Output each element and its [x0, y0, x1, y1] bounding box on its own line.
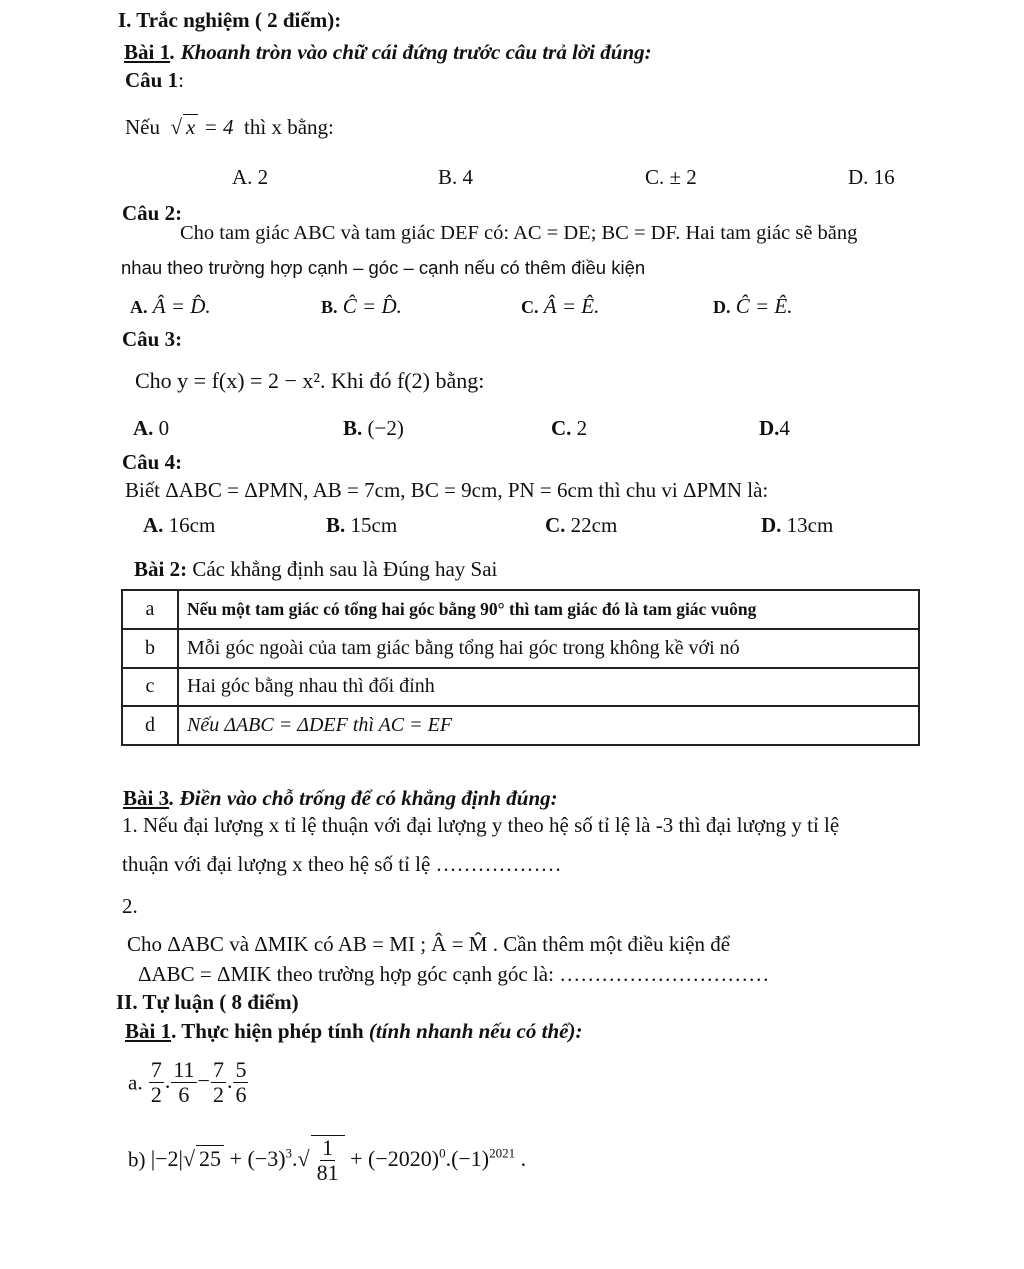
row-text-c: Hai góc bằng nhau thì đối đỉnh [178, 668, 919, 707]
q1-label-row [125, 68, 184, 93]
row-text-a: Nếu một tam giác có tổng hai góc bằng 90° thì tam giác đó là tam giác vuông [178, 590, 919, 629]
row-text-d: Nếu ΔABC = ΔDEF thì AC = EF [178, 706, 919, 745]
bai1-instruction [124, 40, 652, 65]
row-key-b: b [122, 629, 178, 668]
bai3-instruction: Bài 3. Điền vào chỗ trống để có khẳng định đúng: [123, 786, 558, 810]
q1-colon: : [178, 68, 184, 92]
q1-label: Câu 1 [125, 68, 179, 92]
bai3-item2-line1: Cho ΔABC và ΔMIK có AB = MI ; Â = M̂ . Cần thêm một điều kiện để [127, 932, 731, 956]
table-row [122, 668, 919, 707]
expr-b: |−2|√ $25 + (-3)^3.√$ $\frac{1}{81}$ + $(-2020)^0.(-1)^{2021}$ . [150, 1135, 527, 1186]
row-key-a: a [122, 590, 178, 629]
bai2-instruction: Bài 2: Các khẳng định sau là Đúng hay Sai [134, 557, 498, 581]
q1-question: Nếu √ x = 4 thì x bằng: [125, 115, 334, 139]
q2-line2: nhau theo trường hợp cạnh – góc – cạnh nếu có thêm điều kiện [121, 257, 646, 278]
q3-option-c[interactable]: C. 2 [551, 416, 588, 440]
part2-heading: II. Tự luận ( 8 điểm) [116, 990, 299, 1014]
q2-label: Câu 2: [122, 201, 183, 225]
part2-item-b: b) |−2|√ $25 + (-3)^3.√$ $\frac{1}{81}$ + $(-2020)^0.(-1)^{2021}$ . [128, 1135, 527, 1186]
row-key-c: c [122, 668, 178, 707]
q2-option-a[interactable]: A. Â = D̂. [130, 294, 211, 318]
bai3-item1-line1: 1. Nếu đại lượng x tỉ lệ thuận với đại lượng y theo hệ số tỉ lệ là -3 thì đại lượng y tỉ lệ [122, 813, 840, 837]
bai1-text: . Khoanh tròn vào chữ cái đứng trước câu trả lời đúng: [170, 40, 652, 64]
q4-option-d[interactable]: D. 13cm [761, 513, 834, 537]
bai3-item2-line2: ΔABC = ΔMIK theo trường hợp góc cạnh góc là: ………………………… [138, 962, 770, 986]
q3-label: Câu 3: [122, 327, 183, 351]
q1-option-b[interactable]: B. 4 [438, 165, 474, 189]
true-false-table [121, 589, 920, 746]
q2-option-c[interactable]: C. Â = Ê. [521, 294, 600, 318]
bai3-item2-number: 2. [122, 894, 138, 918]
q4-option-c[interactable]: C. 22cm [545, 513, 618, 537]
q2-line1: Cho tam giác ABC và tam giác DEF có: AC = DE; BC = DF. Hai tam giác sẽ băng [180, 222, 858, 244]
q4-option-a[interactable]: A. 16cm [143, 513, 216, 537]
q1-option-c[interactable]: C. ± 2 [645, 165, 697, 189]
q2-option-d[interactable]: D. Ĉ = Ê. [713, 294, 793, 318]
q1-option-d[interactable]: D. 16 [848, 165, 895, 189]
part2-item-a: a. $\frac{7}{2}$ . $\frac{11}{6}$ − $\frac{7}{2}$ . $\frac{5}{6}$ [128, 1058, 249, 1107]
q4-label: Câu 4: [122, 450, 183, 474]
expr-a: $\frac{7}{2}$ . $\frac{11}{6}$ − $\frac{7}{2}$ . $\frac{5}{6}$ [150, 1057, 247, 1108]
q4-question: Biết ΔABC = ΔPMN, AB = 7cm, BC = 9cm, PN = 6cm thì chu vi ΔPMN là: [125, 478, 769, 502]
bai3-item1-line2: thuận với đại lượng x theo hệ số tỉ lệ ……………… [122, 852, 562, 876]
q3-option-a[interactable]: A. 0 [133, 416, 170, 440]
q3-option-d[interactable]: D.4 [759, 416, 790, 440]
q1-expression: √ x = 4 [170, 115, 234, 139]
q4-option-b[interactable]: B. 15cm [326, 513, 398, 537]
table-row [122, 629, 919, 668]
row-text-b: Mỗi góc ngoài của tam giác bằng tổng hai góc trong không kề với nó [178, 629, 919, 668]
row-key-d: d [122, 706, 178, 745]
part1-heading: I. Trắc nghiệm ( 2 điểm): [118, 8, 342, 32]
table-row [122, 706, 919, 745]
q1-option-a[interactable]: A. 2 [232, 165, 269, 189]
bai1-label: Bài 1 [124, 40, 171, 64]
q3-option-b[interactable]: B. (−2) [343, 416, 404, 440]
part2-bai1-instruction: Bài 1. Thực hiện phép tính (tính nhanh nếu có thể): [125, 1019, 583, 1043]
q2-option-b[interactable]: B. Ĉ = D̂. [321, 294, 402, 318]
q3-question: Cho y = f(x) = 2 − x². Khi đó f(2) bằng: [135, 368, 485, 393]
table-row [122, 590, 919, 629]
